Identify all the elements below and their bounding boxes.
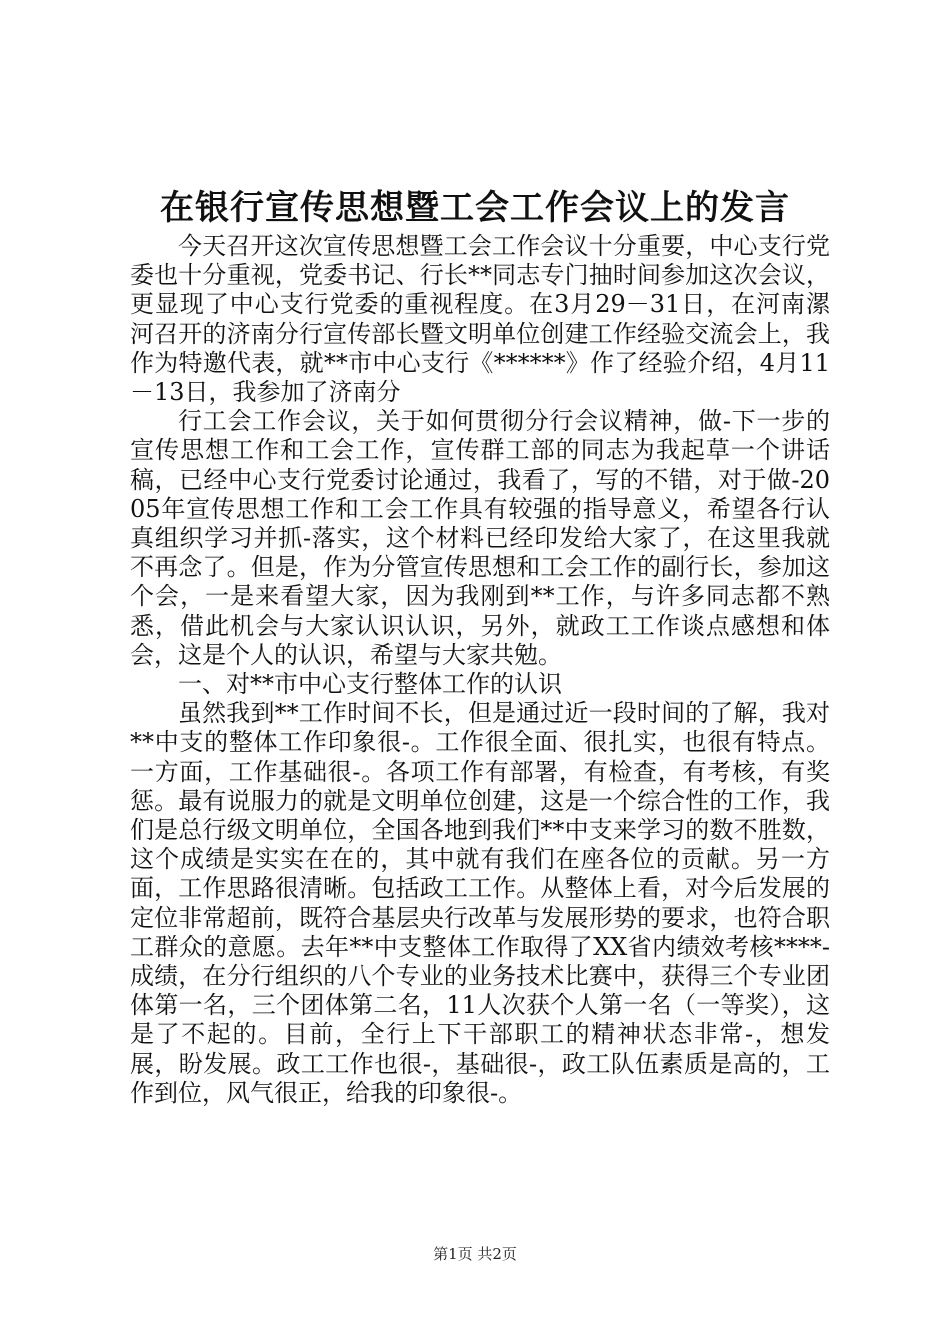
- page-footer: 第1页 共2页: [433, 1245, 517, 1263]
- document-body: [130, 232, 830, 1108]
- paragraph-1: 今天召开这次宣传思想暨工会工作会议十分重要，中心支行党委也十分重视，党委书记、行长**同志专门抽时间参加这次会议，更显现了中心支行党委的重视程度。在3月29－31日，在河南漯河召开的济南分行宣传部长暨文明单位创建工作经验交流会上，我作为特邀代表，就**市中心支行《******》作了经验介绍，4月11－13日，我参加了济南分: [130, 232, 830, 407]
- paragraph-2: 行工会工作会议，关于如何贯彻分行会议精神，做-下一步的宣传思想工作和工会工作，宣传群工部的同志为我起草一个讲话稿，已经中心支行党委讨论通过，我看了，写的不错，对于做-2005年宣传思想工作和工会工作具有较强的指导意义，希望各行认真组织学习并抓-落实，这个材料已经印发给大家了，在这里我就不再念了。但是，作为分管宣传思想和工会工作的副行长，参加这个会，一是来看望大家，因为我刚到**工作，与许多同志都不熟悉，借此机会与大家认识认识，另外，就政工工作谈点感想和体会，这是个人的认识，希望与大家共勉。: [130, 407, 830, 669]
- document-title: 在银行宣传思想暨工会工作会议上的发言: [160, 188, 790, 228]
- section-heading-1: 一、对**市中心支行整体工作的认识: [178, 670, 562, 699]
- paragraph-3: 虽然我到**工作时间不长，但是通过近一段时间的了解，我对**中支的整体工作印象很-。工作很全面、很扎实，也很有特点。一方面，工作基础很-。各项工作有部署，有检查，有考核，有奖惩。最有说服力的就是文明单位创建，这是一个综合性的工作，我们是总行级文明单位，全国各地到我们**中支来学习的数不胜数，这个成绩是实实在在的，其中就有我们在座各位的贡献。另一方面，工作思路很清晰。包括政工工作。从整体上看，对今后发展的定位非常超前，既符合基层央行改革与发展形势的要求，也符合职工群众的意愿。去年**中支整体工作取得了XX省内绩效考核****-成绩，在分行组织的八个专业的业务技术比赛中，获得三个专业团体第一名，三个团体第二名，11人次获个人第一名（一等奖），这是了不起的。目前，全行上下干部职工的精神状态非常-，想发展，盼发展。政工工作也很-，基础很-，政工队伍素质是高的，工作到位，风气很正，给我的印象很-。: [130, 699, 830, 1107]
